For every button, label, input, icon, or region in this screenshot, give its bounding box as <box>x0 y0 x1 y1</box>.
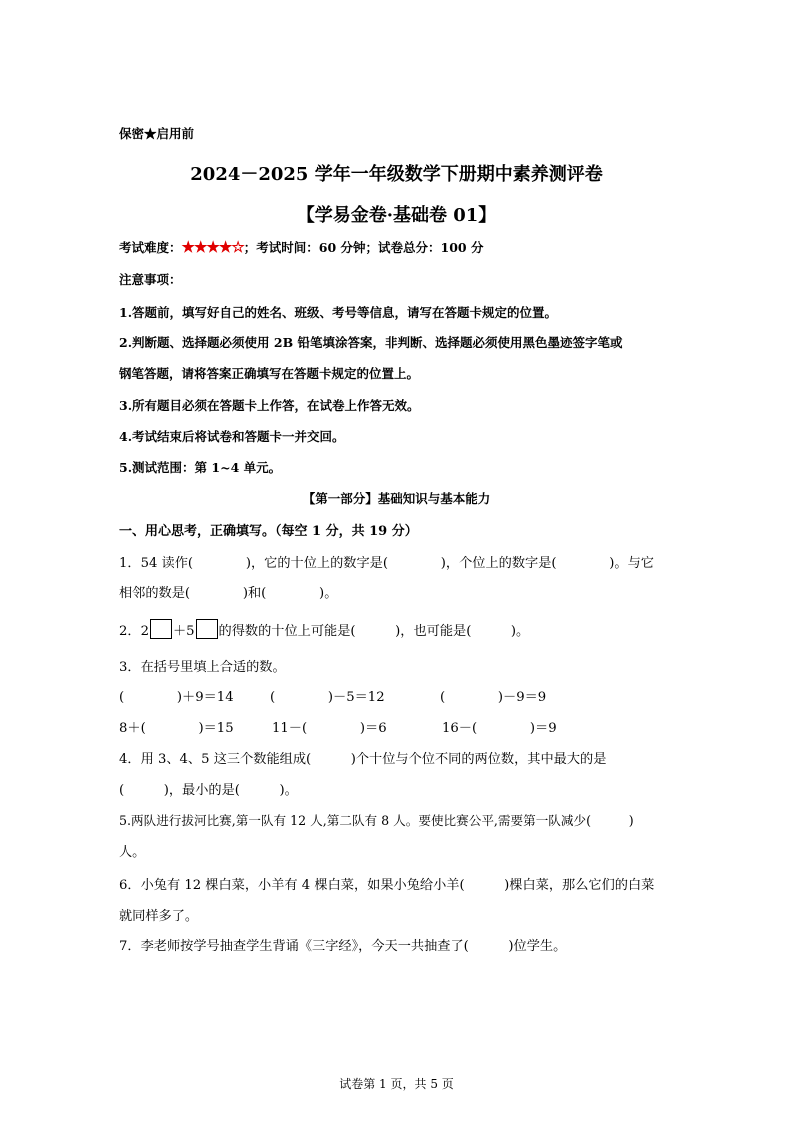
note-2-line-1: 2.判断题、选择题必须使用 2B 铅笔填涂答案，非判断、选择题必须使用黑色墨迹签字笔或 <box>119 335 623 350</box>
question-5-line-2: 人。 <box>119 845 146 860</box>
note-4: 4.考试结束后将试卷和答题卡一并交回。 <box>119 429 345 444</box>
exam-title: 2024－2025 学年一年级数学下册期中素养测评卷 <box>190 164 603 185</box>
notes-heading: 注意事项： <box>119 272 182 287</box>
q3-row1-item3: ( )－9＝9 <box>440 690 547 705</box>
question-1-line-1: 1．54 读作( )，它的十位上的数字是( )，个位上的数字是( )。与它 <box>119 556 654 571</box>
q3-row2-item1: 8＋( )＝15 <box>119 721 234 736</box>
note-3: 3.所有题目必须在答题卡上作答，在试卷上作答无效。 <box>119 398 420 413</box>
question-2-suffix: 的得数的十位上可能是( )，也可能是( )。 <box>218 624 530 639</box>
q3-row2-item3: 16－( )＝9 <box>442 721 557 736</box>
question-2 <box>119 619 529 639</box>
difficulty-star-empty-icon: ☆ <box>231 238 244 256</box>
blank-box <box>196 619 218 639</box>
question-2-prefix: 2．2 <box>119 624 149 639</box>
blank-box <box>150 619 172 639</box>
confidential-mark: 保密★启用前 <box>119 126 195 141</box>
question-6-line-2: 就同样多了。 <box>119 909 199 924</box>
exam-info <box>119 238 483 256</box>
note-1: 1.答题前，填写好自己的姓名、班级、考号等信息，请写在答题卡规定的位置。 <box>119 305 558 320</box>
difficulty-label: 考试难度： <box>119 240 182 255</box>
q3-row1-item2: ( )－5＝12 <box>270 690 385 705</box>
question-6-line-1: 6．小兔有 12 棵白菜，小羊有 4 棵白菜，如果小兔给小羊( )棵白菜，那么它们的白菜 <box>119 878 655 893</box>
time-and-score: ；考试时间：60 分钟；试卷总分：100 分 <box>243 240 484 255</box>
question-4-line-1: 4．用 3、4、5 这三个数能组成( )个十位与个位不同的两位数，其中最大的是 <box>119 752 607 767</box>
question-2-mid: ＋5 <box>172 624 195 639</box>
question-4-line-2: ( )，最小的是( )。 <box>119 783 298 798</box>
note-2-line-2: 钢笔答题，请将答案正确填写在答题卡规定的位置上。 <box>119 366 420 381</box>
question-3: 3．在括号里填上合适的数。 <box>119 660 286 675</box>
part-heading: 【第一部分】基础知识与基本能力 <box>302 491 491 506</box>
note-5: 5.测试范围：第 1~4 单元。 <box>119 460 282 475</box>
q3-row1-item1: ( )＋9＝14 <box>119 690 234 705</box>
q3-row2-item2: 11－( )＝6 <box>272 721 387 736</box>
question-5-line-1: 5.两队进行拔河比赛,第一队有 12 人,第二队有 8 人。要使比赛公平,需要第一队减少( ) <box>119 813 634 828</box>
question-7: 7．李老师按学号抽查学生背诵《三字经》，今天一共抽查了( )位学生。 <box>119 939 567 954</box>
question-1-line-2: 相邻的数是( )和( )。 <box>119 586 338 601</box>
difficulty-stars-filled-icon: ★★★★ <box>181 238 232 256</box>
exam-subtitle: 【学易金卷·基础卷 01】 <box>296 205 497 226</box>
section-heading: 一、用心思考，正确填写。（每空 1 分，共 19 分） <box>119 524 418 539</box>
page-footer: 试卷第 1 页，共 5 页 <box>339 1077 454 1091</box>
